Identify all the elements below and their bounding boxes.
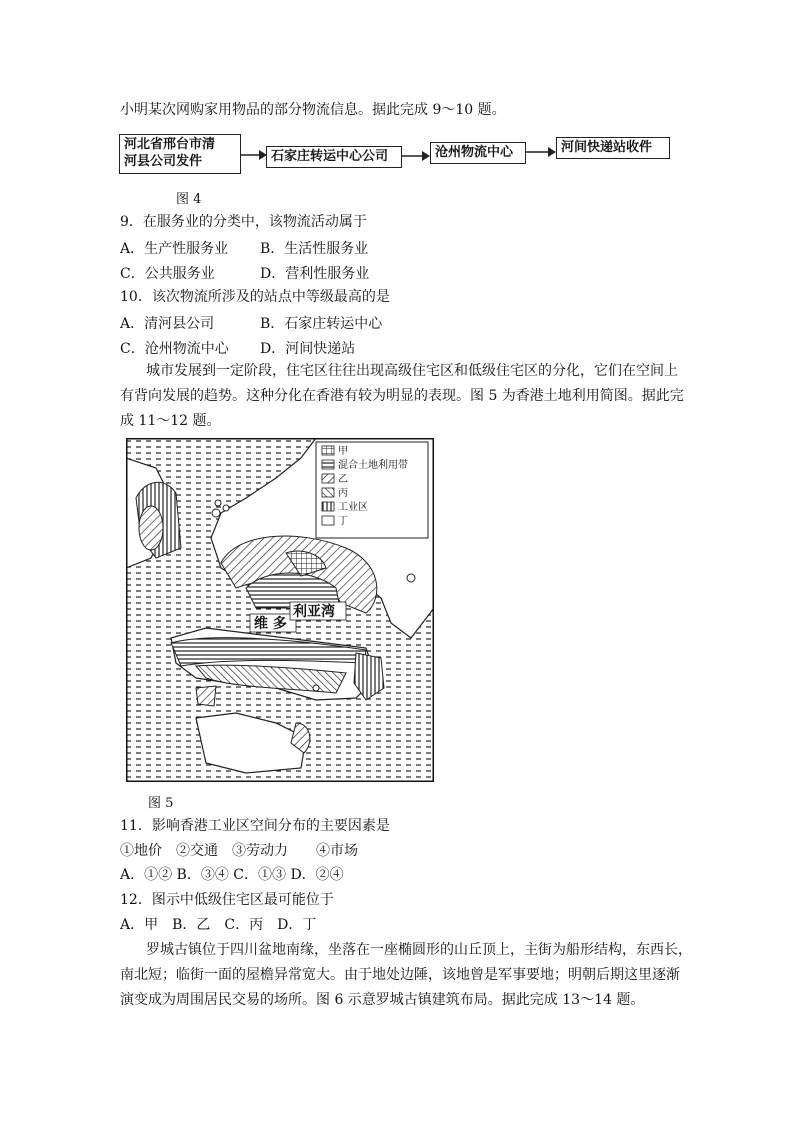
- flow-box-shijiazhuang: 石家庄转运中心公司: [266, 146, 402, 168]
- flow-arrow-2: [402, 149, 430, 163]
- question-12-stem: 12．图示中低级住宅区最可能位于: [120, 892, 334, 908]
- intro-text-q13-14-line2: 南北短；临街一面的屋檐异常宽大。由于地处边陲，该地曾是军事要地；明朝后期这里逐渐: [120, 967, 680, 983]
- legend-jia: 甲: [338, 446, 348, 457]
- intro-text-q13-14-line1: 罗城古镇位于四川盆地南缘，坐落在一座椭圆形的山丘顶上，主街为船形结构，东西长，: [146, 942, 692, 958]
- question-12-options: A．甲 B．乙 C．丙 D．丁: [120, 917, 317, 933]
- flow-box-origin: [119, 134, 241, 174]
- question-11-factors: ①地价 ②交通 ③劳动力 ④市场: [120, 843, 358, 859]
- legend-swatch-bing: [322, 488, 334, 497]
- islet: [223, 505, 229, 511]
- intro-text-q11-12-line2: 有背向发展的趋势。这种分化在香港有较为明显的表现。图 5 为香港土地利用简图。据此完: [120, 388, 684, 404]
- question-10-option-b: B．石家庄转运中心: [260, 316, 383, 332]
- legend-yi: 乙: [338, 474, 348, 485]
- question-10-option-d: D．河间快递站: [260, 341, 356, 357]
- legend-swatch-industrial: [322, 502, 334, 511]
- legend-ding: 丁: [338, 516, 348, 527]
- map-label-li-ya-wan: 利亚湾: [293, 604, 335, 620]
- map-legend: [316, 442, 428, 538]
- islet: [313, 685, 319, 691]
- flow-arrow-1: [241, 148, 267, 162]
- question-10-stem: 10．该次物流所涉及的站点中等级最高的是: [120, 289, 390, 305]
- flow-arrow-3: [526, 145, 556, 159]
- question-9-option-d: D．营利性服务业: [260, 266, 370, 282]
- map-label-wei-duo: 维 多: [254, 616, 287, 632]
- legend-bing: 丙: [338, 488, 348, 499]
- legend-swatch-yi: [322, 474, 334, 483]
- flow-box-origin-line2: 河县公司发件: [124, 154, 203, 169]
- question-11-options: A．①② B．③④ C．①③ D．②④: [120, 867, 344, 883]
- flow-box-cangzhou: 沧州物流中心: [430, 142, 526, 164]
- legend-swatch-mixed: [322, 460, 334, 469]
- islet: [215, 500, 221, 506]
- question-10-option-a: A．清河县公司: [120, 316, 215, 332]
- islet: [212, 509, 220, 517]
- legend-industrial: 工业区: [338, 502, 368, 513]
- intro-text-q9-10: 小明某次网购家用物品的部分物流信息。据此完成 9～10 题。: [120, 102, 506, 118]
- question-9-stem: 9．在服务业的分类中，该物流活动属于: [120, 214, 367, 230]
- flow-box-origin-line1: 河北省邢台市清: [124, 137, 216, 152]
- hong-kong-land-use-map: [126, 438, 434, 782]
- question-10-option-c: C．沧州物流中心: [120, 341, 229, 357]
- intro-text-q11-12-line3: 成 11～12 题。: [120, 413, 221, 429]
- question-11-stem: 11．影响香港工业区空间分布的主要因素是: [120, 818, 390, 834]
- legend-swatch-jia: [322, 446, 334, 455]
- legend-mixed: 混合土地利用带: [338, 460, 408, 471]
- zone-bing-south: [196, 686, 216, 706]
- zone-bing-west: [139, 506, 163, 550]
- flow-box-hejian: 河间快递站收件: [556, 137, 670, 159]
- question-9-option-c: C．公共服务业: [120, 266, 215, 282]
- figure-4-caption: 图 4: [176, 192, 202, 207]
- question-9-option-a: A．生产性服务业: [120, 241, 229, 257]
- islet: [407, 574, 415, 582]
- question-9-option-b: B．生活性服务业: [260, 241, 369, 257]
- figure-5-caption: 图 5: [148, 796, 174, 811]
- intro-text-q13-14-line3: 演变成为周围居民交易的场所。图 6 示意罗城古镇建筑布局。据此完成 13～14 题。: [120, 992, 645, 1008]
- intro-text-q11-12-line1: 城市发展到一定阶段，住宅区往往出现高级住宅区和低级住宅区的分化，它们在空间上: [146, 363, 678, 379]
- legend-swatch-ding: [322, 516, 334, 525]
